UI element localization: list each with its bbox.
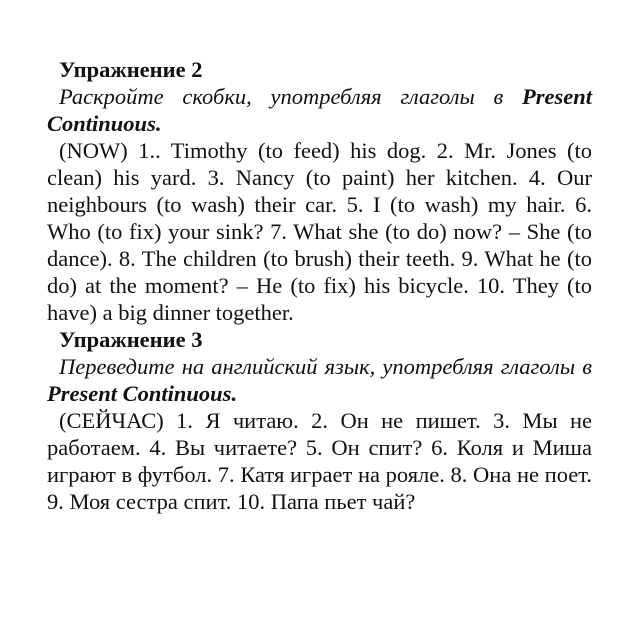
exercise-3-text: (СЕЙЧАС) 1. Я читаю. 2. Он не пишет. 3. Мы не работаем. 4. Вы читаете? 5. Он спит? 6. Коля и Миша играют в футбол. 7. Катя играет на рояле. 8. Она не поет. 9. Моя сестра спит. 10. Папа пьет чай?	[47, 408, 592, 514]
exercise-2-text: (NOW) 1.. Timothy (to feed) his dog. 2. Mr. Jones (to clean) his yard. 3. Nancy (to paint) her kitchen. 4. Our neighbours (to wash) their car. 5. I (to wash) my hair. 6. Who (to fix) your sink? 7. What she (to do) now? – She (to dance). 8. The children (to brush) their teeth. 9. What he (to do) at the moment? – He (to fix) his bicycle. 10. They (to have) a big dinner together.	[47, 138, 592, 325]
exercise-2-instruction-text: Раскройте скобки, употребляя глаголы в	[59, 84, 522, 109]
exercise-3-instruction-term: Present Continuous.	[47, 381, 238, 406]
exercise-3-instruction	[47, 353, 592, 407]
document-page	[47, 56, 592, 515]
exercise-3-heading: Упражнение 3	[59, 327, 203, 352]
exercise-2-instruction-term: Present Continuous.	[47, 84, 592, 136]
exercise-2-instruction	[47, 83, 592, 137]
exercise-3-instruction-text: Переведите на английский язык, употребляя глаголы в	[59, 354, 592, 379]
exercise-2-heading: Упражнение 2	[59, 57, 203, 82]
